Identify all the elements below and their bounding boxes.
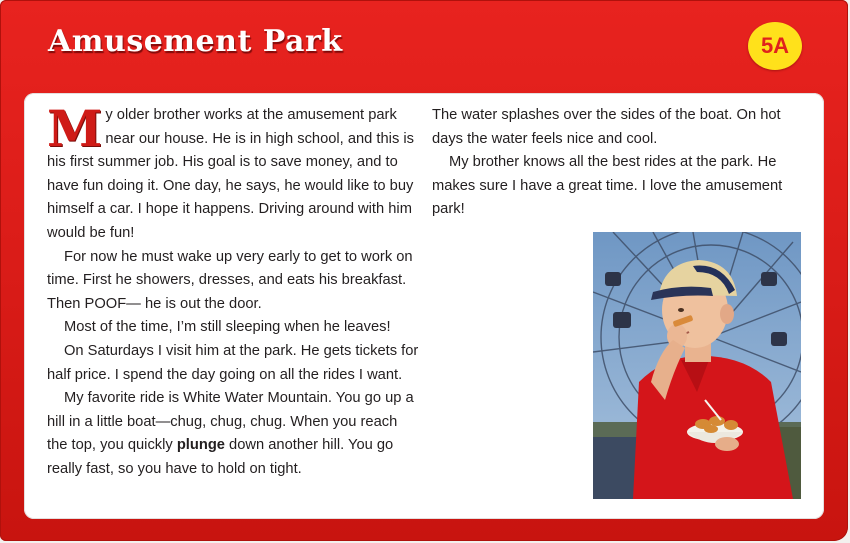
story-paragraph-7: My brother knows all the best rides at the park. He makes sure I have a great time. I love the amusement park! — [432, 154, 783, 218]
page-title: Amusement Park — [48, 24, 343, 59]
story-column-right — [432, 104, 808, 222]
paragraph-1-first-line: y older brother works at the amusement park — [105, 107, 397, 123]
story-paragraph-3: Most of the time, I’m still sleeping when he leaves! — [64, 319, 391, 336]
story-paragraph-6: The water splashes over the sides of the boat. On hot days the water feels nice and cool. — [432, 107, 781, 147]
story-panel — [24, 93, 824, 519]
boy-eating-photo — [593, 232, 801, 499]
paragraph-1-text: near our house. He is in high school, and this is his first summer job. His goal is to save money, and to have fun doing it. One day, he says, he would like to buy himself a car. I hope it happens. Driving around with him would be fun! — [47, 130, 414, 241]
story-column-left — [47, 99, 420, 482]
story-paragraph-5 — [47, 387, 420, 481]
story-paragraph-1 — [47, 99, 420, 246]
story-paragraph-4: On Saturdays I visit him at the park. He gets tickets for half price. I spend the day going on all the rides I want. — [47, 342, 419, 383]
paragraph-5-text-b: down another hill. You go really fast, so you have to hold on tight. — [47, 437, 394, 477]
drop-cap: M — [47, 99, 103, 158]
story-paragraph-2: For now he must wake up very early to get to work on time. First he showers, dresses, and eats his breakfast. Then POOF— he is out the door. — [47, 248, 413, 312]
paragraph-5-text-a: My favorite ride is White Water Mountain. You go up a hill in a little boat—chug, chug, chug. When you reach the top, you quickly — [47, 390, 414, 454]
vocabulary-word: plunge — [176, 437, 225, 454]
lesson-badge: 5A — [748, 22, 802, 70]
